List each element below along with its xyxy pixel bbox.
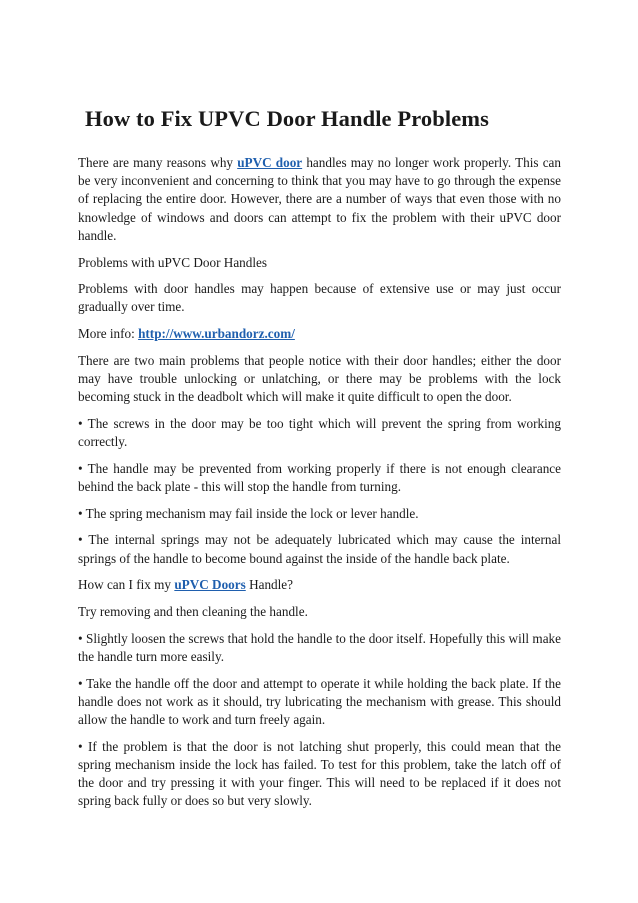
fix-bullet: • Take the handle off the door and attempt to operate it while holding the back plate. If the handle does not work as it should, try lubricating the mechanism with grease. This should allow the handle to work and turn freely again. — [78, 675, 561, 728]
cause-bullet: • The screws in the door may be too tight which will prevent the spring from working correctly. — [78, 415, 561, 450]
fix-intro-paragraph: Try removing and then cleaning the handle. — [78, 604, 308, 620]
intro-paragraph — [78, 154, 561, 245]
cause-bullet: • The internal springs may not be adequately lubricated which may cause the internal springs of the handle to become bound against the inside of the handle back plate. — [78, 532, 561, 566]
intro-text-before: There are many reasons why — [78, 155, 238, 170]
fix-bullet: • If the problem is that the door is not latching shut properly, this could mean that the spring mechanism inside the lock has failed. To test for this problem, take the latch off of the door and try pressing it with your finger. This will need to be replaced if it does not spring back fully or does so but very slowly. — [78, 738, 561, 809]
page-title: How to Fix UPVC Door Handle Problems — [85, 106, 489, 131]
more-info-paragraph — [78, 325, 561, 343]
more-info-label: More info: — [78, 326, 139, 342]
cause-bullet: • The handle may be prevented from working properly if there is not enough clearance behind the back plate - this will stop the handle from turning. — [78, 460, 561, 495]
upvc-door-link[interactable]: uPVC door — [237, 155, 303, 170]
fix-question-paragraph — [78, 576, 561, 594]
urbandorz-link[interactable]: http://www.urbandorz.com/ — [138, 326, 295, 342]
problems-intro-paragraph: Problems with door handles may happen because of extensive use or may just occur gradually over time. — [78, 281, 561, 315]
cause-bullet: • The spring mechanism may fail inside the lock or lever handle. — [78, 505, 419, 521]
fix-question-after: Handle? — [245, 577, 293, 593]
subheading: Problems with uPVC Door Handles — [78, 254, 268, 270]
intro-text-after: handles may no longer work properly. This can be very inconvenient and concerning to think that you may have to go through the expense of replacing the entire door. However, there are a number of ways that even those with no knowledge of windows and doors can attempt to fix the problem with their uPVC door handle. — [78, 155, 561, 243]
upvc-doors-link[interactable]: uPVC Doors — [174, 577, 246, 593]
fix-question-before: How can I fix my — [78, 577, 175, 593]
fix-bullet: • Slightly loosen the screws that hold the handle to the door itself. Hopefully this will make the handle turn more easily. — [78, 630, 561, 664]
document-page — [78, 104, 561, 819]
main-problems-paragraph: There are two main problems that people notice with their door handles; either the door may have trouble unlocking or unlatching, or there may be problems with the lock becoming stuck in the deadbolt which will make it quite difficult to open the door. — [78, 352, 561, 405]
